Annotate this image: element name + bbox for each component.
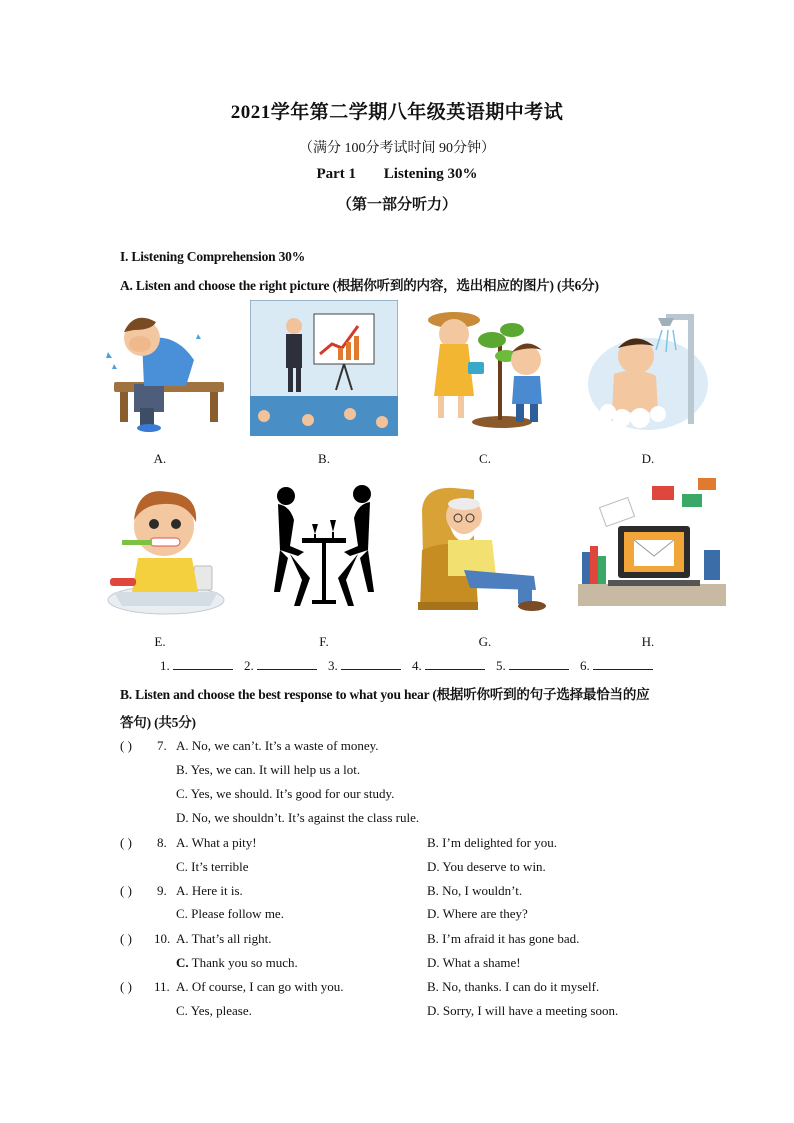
answer-paren[interactable]: ( ) xyxy=(120,883,132,898)
section-b-heading-cont: 答句) (共5分) xyxy=(120,715,196,730)
option-d: D. You deserve to win. xyxy=(427,859,546,874)
picture-a xyxy=(94,300,242,436)
part-name: Listening 30% xyxy=(383,166,478,182)
picture-f xyxy=(250,480,398,616)
option-c: C. It’s terrible xyxy=(176,859,249,874)
option-b: B. Yes, we can. It will help us a lot. xyxy=(176,762,361,777)
option-b: B. No, thanks. I can do it myself. xyxy=(427,979,600,994)
picture-g-label: G. xyxy=(478,634,492,649)
answer-blanks xyxy=(160,657,664,674)
picture-b xyxy=(250,300,398,436)
option-a: A. What a pity! xyxy=(176,835,257,850)
exam-title: 2021学年第二学期八年级英语期中考试 xyxy=(230,102,564,123)
answer-paren[interactable]: ( ) xyxy=(120,931,132,946)
part-subheading: （第一部分听力） xyxy=(336,197,457,213)
option-c: C. Please follow me. xyxy=(176,906,284,921)
picture-d xyxy=(578,300,726,436)
option-b: B. I’m afraid it has gone bad. xyxy=(427,931,580,946)
question-number: 7. xyxy=(157,738,167,753)
picture-e-label: E. xyxy=(154,634,166,649)
option-c: C. Yes, please. xyxy=(176,1003,252,1018)
boy-showering-icon xyxy=(578,300,726,436)
answer-blank[interactable]: 1. xyxy=(160,657,244,674)
picture-e xyxy=(94,480,242,616)
section-b-heading: B. Listen and choose the best response to what you hear (根据听你听到的句子选择最恰当的应 xyxy=(120,687,650,702)
option-d: D. What a shame! xyxy=(427,955,521,970)
worried-man-on-bench-icon xyxy=(94,300,242,436)
answer-blank[interactable]: 6. xyxy=(580,657,664,674)
picture-b-label: B. xyxy=(318,451,330,466)
laptop-email-icon xyxy=(578,476,726,612)
answer-paren[interactable]: ( ) xyxy=(120,835,132,850)
answer-blank[interactable]: 3. xyxy=(328,657,412,674)
picture-h-label: H. xyxy=(641,634,655,649)
option-a: A. That’s all right. xyxy=(176,931,272,946)
section-a-heading: A. Listen and choose the right picture (根据你听到的内容，选出相应的图片) (共6分) xyxy=(120,278,599,293)
picture-h xyxy=(578,476,726,612)
answer-paren[interactable]: ( ) xyxy=(120,738,132,753)
picture-f-label: F. xyxy=(319,634,329,649)
option-c: C. Thank you so much. xyxy=(176,955,298,970)
picture-d-label: D. xyxy=(641,451,655,466)
picture-a-label: A. xyxy=(153,451,167,466)
option-d: D. No, we shouldn’t. It’s against the class rule. xyxy=(176,810,420,825)
answer-blank[interactable]: 4. xyxy=(412,657,496,674)
question-number: 8. xyxy=(157,835,167,850)
option-a: A. Of course, I can go with you. xyxy=(176,979,344,994)
option-d: D. Sorry, I will have a meeting soon. xyxy=(427,1003,619,1018)
part-label: Part 1 xyxy=(316,166,357,182)
picture-c-label: C. xyxy=(479,451,491,466)
answer-paren[interactable]: ( ) xyxy=(120,979,132,994)
question-number: 9. xyxy=(157,883,167,898)
section-heading: I. Listening Comprehension 30% xyxy=(120,249,306,264)
picture-c xyxy=(414,300,562,436)
option-a: A. Here it is. xyxy=(176,883,243,898)
option-c: C. Yes, we should. It’s good for our study. xyxy=(176,786,395,801)
kids-planting-tree-icon xyxy=(414,300,562,436)
option-a: A. No, we can’t. It’s a waste of money. xyxy=(176,738,379,753)
picture-g xyxy=(414,480,562,616)
question-number: 10. xyxy=(154,931,171,946)
question-number: 11. xyxy=(154,979,170,994)
two-women-at-cafe-table-icon xyxy=(250,480,398,616)
answer-blank[interactable]: 5. xyxy=(496,657,580,674)
old-man-in-armchair-icon xyxy=(414,480,562,616)
option-b: B. No, I wouldn’t. xyxy=(427,883,523,898)
exam-subtitle: （满分 100分考试时间 90分钟） xyxy=(299,141,495,156)
part-heading xyxy=(0,166,794,183)
option-b: B. I’m delighted for you. xyxy=(427,835,557,850)
answer-blank[interactable]: 2. xyxy=(244,657,328,674)
presentation-thumbs-up-icon xyxy=(250,300,398,436)
boy-brushing-teeth-icon xyxy=(94,480,242,616)
option-d: D. Where are they? xyxy=(427,906,528,921)
